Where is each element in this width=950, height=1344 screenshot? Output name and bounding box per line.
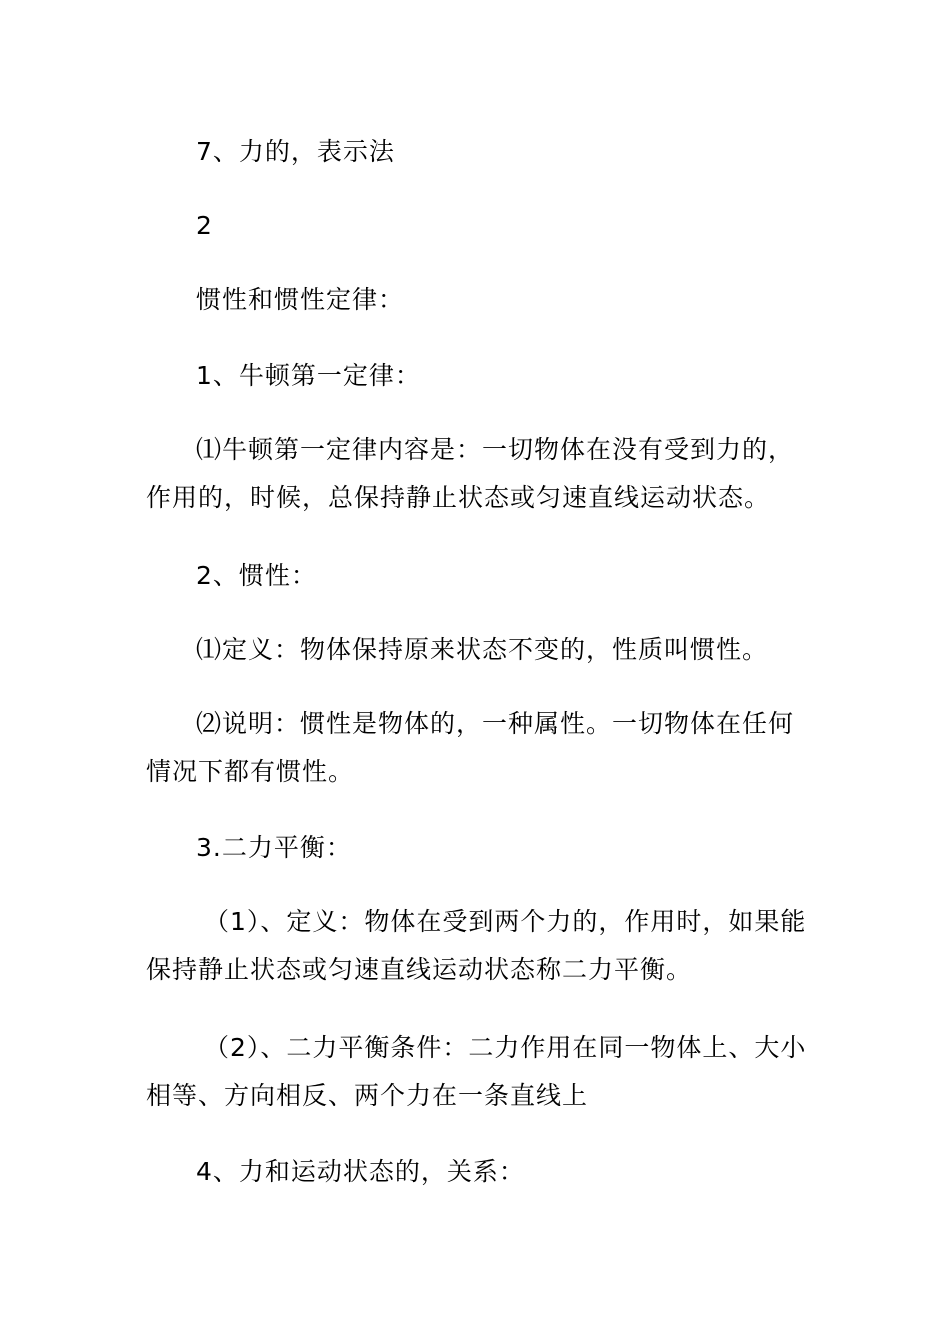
paragraph-number-2 xyxy=(146,202,801,250)
paragraph-equilibrium-conditions xyxy=(146,1024,807,1120)
paragraph-line: （2）、二力平衡条件：二力作用在同一物体上、大小 xyxy=(204,1033,807,1062)
paragraph-line: 相等、方向相反、两个力在一条直线上 xyxy=(146,1081,589,1110)
paragraph-equilibrium-heading xyxy=(146,824,801,872)
paragraph-line: （1）、定义：物体在受到两个力的，作用时，如果能 xyxy=(204,907,807,936)
paragraph-line: 情况下都有惯性。 xyxy=(146,757,355,786)
paragraph-inertia-subheading xyxy=(146,552,801,600)
paragraph-inertia-heading xyxy=(146,276,801,324)
paragraph-line: 4、力和运动状态的，关系： xyxy=(196,1157,525,1186)
paragraph-inertia-explanation xyxy=(146,700,801,796)
paragraph-line: 3.二力平衡： xyxy=(196,833,352,862)
paragraph-force-motion-relation xyxy=(146,1148,801,1196)
paragraph-line: ⑵说明：惯性是物体的，一种属性。一切物体在任何 xyxy=(196,709,795,738)
paragraph-line: 作用的，时候，总保持静止状态或匀速直线运动状态。 xyxy=(146,483,771,512)
paragraph-line: 惯性和惯性定律： xyxy=(196,285,405,314)
paragraph-newton-first-law-heading xyxy=(146,352,801,400)
paragraph-line: 保持静止状态或匀速直线运动状态称二力平衡。 xyxy=(146,955,693,984)
paragraph-newton-first-law-content xyxy=(146,426,801,522)
paragraph-inertia-definition xyxy=(146,626,801,674)
paragraph-line: 7、力的，表示法 xyxy=(196,137,395,166)
paragraph-line: 2、惯性： xyxy=(196,561,317,590)
paragraph-line: ⑴牛顿第一定律内容是：一切物体在没有受到力的， xyxy=(196,435,795,464)
paragraph-line: ⑴定义：物体保持原来状态不变的，性质叫惯性。 xyxy=(196,635,769,664)
paragraph-line: 1、牛顿第一定律： xyxy=(196,361,421,390)
paragraph-line: 2 xyxy=(196,211,213,240)
paragraph-equilibrium-definition xyxy=(146,898,807,994)
paragraph-force-representation xyxy=(146,128,801,176)
